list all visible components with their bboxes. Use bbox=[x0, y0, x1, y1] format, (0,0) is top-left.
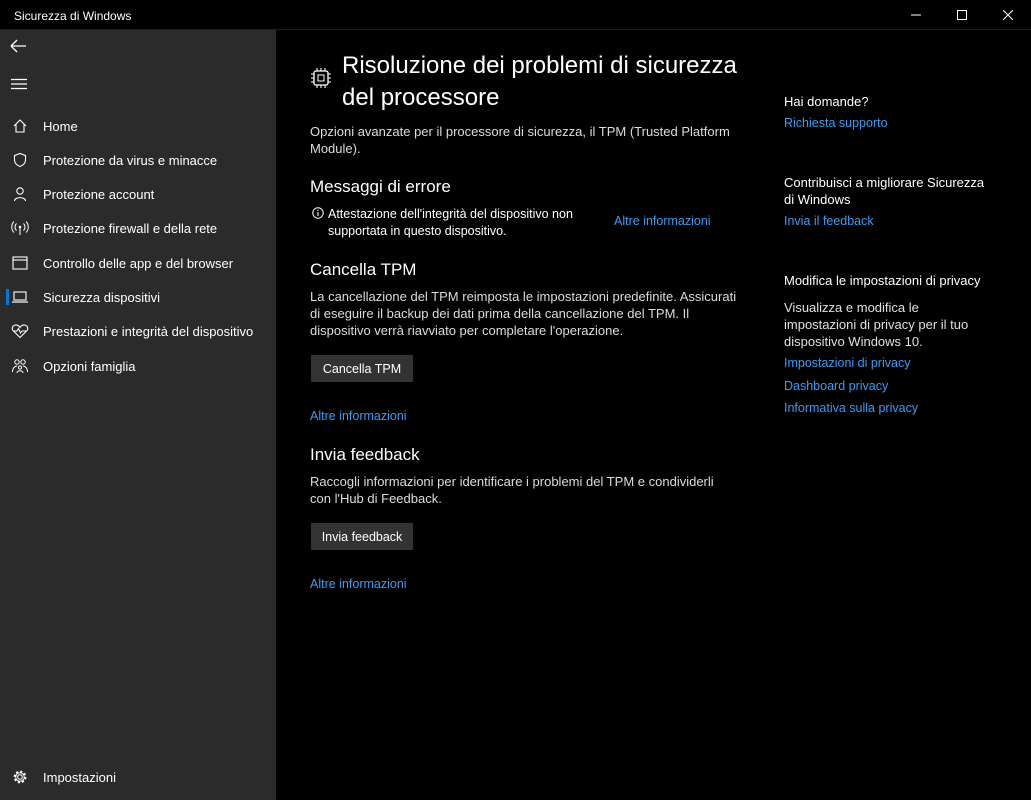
feedback-more-info-link[interactable]: Altre informazioni bbox=[310, 577, 407, 591]
sidebar-item-label: Protezione firewall e della rete bbox=[43, 220, 218, 236]
sidebar-item-device-security[interactable] bbox=[0, 280, 276, 314]
sidebar-item-home[interactable] bbox=[0, 109, 276, 143]
sidebar-item-label: Home bbox=[43, 118, 78, 134]
back-arrow-icon bbox=[9, 38, 27, 54]
privacy-dashboard-link[interactable]: Dashboard privacy bbox=[784, 379, 889, 393]
sidebar-item-device-performance[interactable] bbox=[0, 314, 276, 348]
title-bar bbox=[0, 0, 1031, 30]
sidebar-item-family-options[interactable] bbox=[0, 349, 276, 383]
close-icon bbox=[1003, 10, 1013, 20]
person-icon bbox=[11, 185, 29, 203]
sidebar-item-firewall[interactable] bbox=[0, 211, 276, 245]
support-request-link[interactable]: Richiesta supporto bbox=[784, 116, 888, 130]
maximize-button[interactable] bbox=[939, 0, 985, 30]
antenna-icon bbox=[11, 219, 29, 237]
browser-window-icon bbox=[11, 254, 29, 272]
home-icon bbox=[11, 117, 29, 135]
clear-tpm-button[interactable]: Cancella TPM bbox=[311, 355, 413, 382]
questions-heading: Hai domande? bbox=[784, 94, 869, 109]
sidebar-item-label: Opzioni famiglia bbox=[43, 358, 136, 374]
sidebar-item-account-protection[interactable] bbox=[0, 177, 276, 211]
hamburger-icon bbox=[11, 78, 27, 90]
privacy-text: Visualizza e modifica le impostazioni di privacy per il tuo dispositivo Windows 10. bbox=[784, 300, 969, 349]
family-icon bbox=[11, 357, 29, 375]
feedback-description: Raccogli informazioni per identificare i problemi del TPM e condividerli con l'Hub di Feedback. bbox=[310, 474, 714, 506]
minimize-button[interactable] bbox=[893, 0, 939, 30]
maximize-icon bbox=[957, 10, 967, 20]
feedback-heading: Invia feedback bbox=[310, 445, 420, 464]
privacy-statement-link[interactable]: Informativa sulla privacy bbox=[784, 401, 919, 415]
info-icon bbox=[312, 207, 324, 219]
laptop-icon bbox=[11, 288, 29, 306]
error-messages-heading: Messaggi di errore bbox=[310, 177, 451, 196]
shield-icon bbox=[11, 151, 29, 169]
send-feedback-link[interactable]: Invia il feedback bbox=[784, 214, 874, 228]
sidebar-item-settings[interactable] bbox=[0, 760, 276, 794]
sidebar-item-label: Protezione account bbox=[43, 186, 155, 202]
menu-button[interactable] bbox=[11, 78, 27, 90]
page-title: Risoluzione dei problemi di sicurezza del processore bbox=[342, 52, 737, 111]
gear-icon bbox=[11, 768, 29, 786]
sidebar-item-label: Protezione da virus e minacce bbox=[43, 152, 218, 168]
close-button[interactable] bbox=[985, 0, 1031, 30]
clear-tpm-description: La cancellazione del TPM reimposta le impostazioni predefinite. Assicurati di eseguire il backup dei dati prima della cancellazione del TPM. Il dispositivo verrà riavviato per completare l'operazione. bbox=[310, 289, 737, 338]
improve-heading: Contribuisci a migliorare Sicurezza di Windows bbox=[784, 175, 985, 207]
clear-tpm-more-info-link[interactable]: Altre informazioni bbox=[310, 409, 407, 423]
privacy-heading: Modifica le impostazioni di privacy bbox=[784, 273, 981, 288]
processor-chip-icon bbox=[310, 67, 332, 89]
privacy-settings-link[interactable]: Impostazioni di privacy bbox=[784, 356, 911, 370]
clear-tpm-heading: Cancella TPM bbox=[310, 260, 417, 279]
minimize-icon bbox=[911, 10, 921, 20]
window-title: Sicurezza di Windows bbox=[14, 9, 132, 23]
page-subtitle: Opzioni avanzate per il processore di sicurezza, il TPM (Trusted Platform Module). bbox=[310, 124, 730, 156]
error-more-info-link[interactable]: Altre informazioni bbox=[614, 214, 711, 228]
sidebar bbox=[0, 30, 276, 800]
sidebar-item-label: Controllo delle app e del browser bbox=[43, 255, 234, 271]
sidebar-item-label: Sicurezza dispositivi bbox=[43, 289, 161, 305]
sidebar-item-virus-protection[interactable] bbox=[0, 143, 276, 177]
send-feedback-button[interactable]: Invia feedback bbox=[311, 523, 413, 550]
heart-icon bbox=[11, 322, 29, 340]
settings-label: Impostazioni bbox=[43, 769, 116, 785]
back-button[interactable] bbox=[9, 38, 27, 54]
error-message-text: Attestazione dell'integrità del dispositivo non supportata in questo dispositivo. bbox=[328, 207, 573, 238]
sidebar-item-label: Prestazioni e integrità del dispositivo bbox=[43, 323, 254, 339]
sidebar-item-app-browser-control[interactable] bbox=[0, 246, 276, 280]
main-content bbox=[276, 30, 1031, 800]
